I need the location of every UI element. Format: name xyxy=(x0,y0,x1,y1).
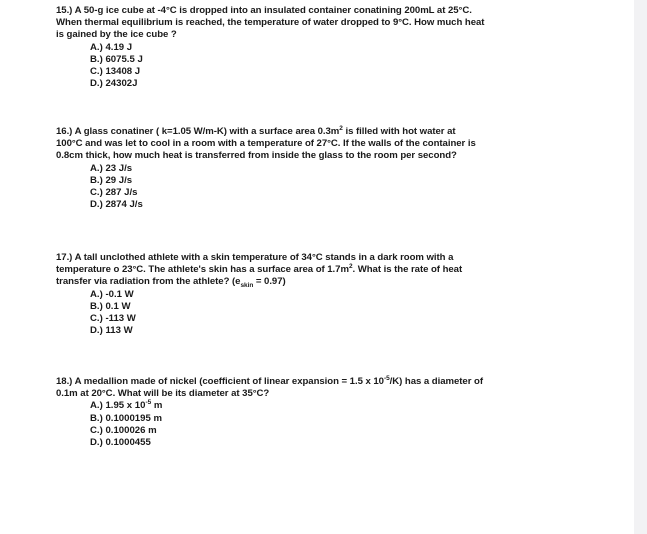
question-18 xyxy=(56,376,483,449)
page-edge-strip xyxy=(634,0,647,534)
question-16-line-3: 0.8cm thick, how much heat is transferred from inside the glass to the room per second? xyxy=(56,150,457,162)
question-15 xyxy=(56,5,484,90)
question-17-line-2: temperature o 23°C. The athlete's skin has a surface area of $1.7m^2$. What is the rate of heat xyxy=(56,263,463,276)
question-18-option-d: D.) 0.1000455 xyxy=(90,437,151,449)
question-15-option-d: D.) 24302J xyxy=(90,78,138,90)
question-16 xyxy=(56,126,476,211)
question-16-line-2: 100°C and was let to cool in a room with a temperature of 27°C. If the walls of the container is xyxy=(56,138,476,150)
question-17-options xyxy=(90,289,462,338)
question-17-option-a: A.) -0.1 W xyxy=(90,288,134,300)
question-16-option-b: B.) 29 J/s xyxy=(90,174,133,186)
question-17 xyxy=(56,252,462,337)
question-17-option-d: D.) 113 W xyxy=(90,325,133,337)
question-15-line-2: When thermal equilibrium is reached, the temperature of water dropped to 9°C. How much heat xyxy=(56,17,485,29)
question-18-option-b: B.) 0.1000195 m xyxy=(90,412,162,424)
question-17-line-1: 17.) A tall unclothed athlete with a skin temperature of 34°C stands in a dark room with a xyxy=(56,252,454,263)
question-15-line-3: is gained by the ice cube ? xyxy=(56,29,177,41)
question-15-line-1: 15.) A 50-g ice cube at -4°C is dropped into an insulated container conatining 200mL at 25°C. xyxy=(56,5,472,16)
question-18-options xyxy=(90,400,483,449)
question-17-option-c: C.) -113 W xyxy=(90,313,136,325)
question-18-option-a: A.) 1.95 x $10^{-5}$ m xyxy=(90,399,163,412)
question-16-line-1: 16.) A glass conatiner ( k=1.05 W/m-K) with a surface area $0.3m^2$ is filled with hot water at xyxy=(56,124,456,137)
question-15-option-a: A.) 4.19 J xyxy=(90,41,133,53)
question-17-line-3: transfer via radiation from the athlete? $(e_{skin} = 0.97)$ xyxy=(56,276,286,290)
question-16-options xyxy=(90,163,476,212)
question-18-line-2: 0.1m at 20°C. What will be its diameter at 35°C? xyxy=(56,388,270,400)
question-17-option-b: B.) 0.1 W xyxy=(90,300,131,312)
question-18-line-1: 18.) A medallion made of nickel (coefficient of linear expansion = 1.5 x $10^{-5}/K$) has a diameter of xyxy=(56,374,483,387)
question-15-option-c: C.) 13408 J xyxy=(90,66,141,78)
question-16-option-a: A.) 23 J/s xyxy=(90,162,133,174)
question-15-options xyxy=(90,42,484,91)
question-18-option-c: C.) 0.100026 m xyxy=(90,424,157,436)
question-16-option-c: C.) 287 J/s xyxy=(90,187,138,199)
question-16-option-d: D.) 2874 J/s xyxy=(90,199,143,211)
question-15-option-b: B.) 6075.5 J xyxy=(90,53,143,65)
